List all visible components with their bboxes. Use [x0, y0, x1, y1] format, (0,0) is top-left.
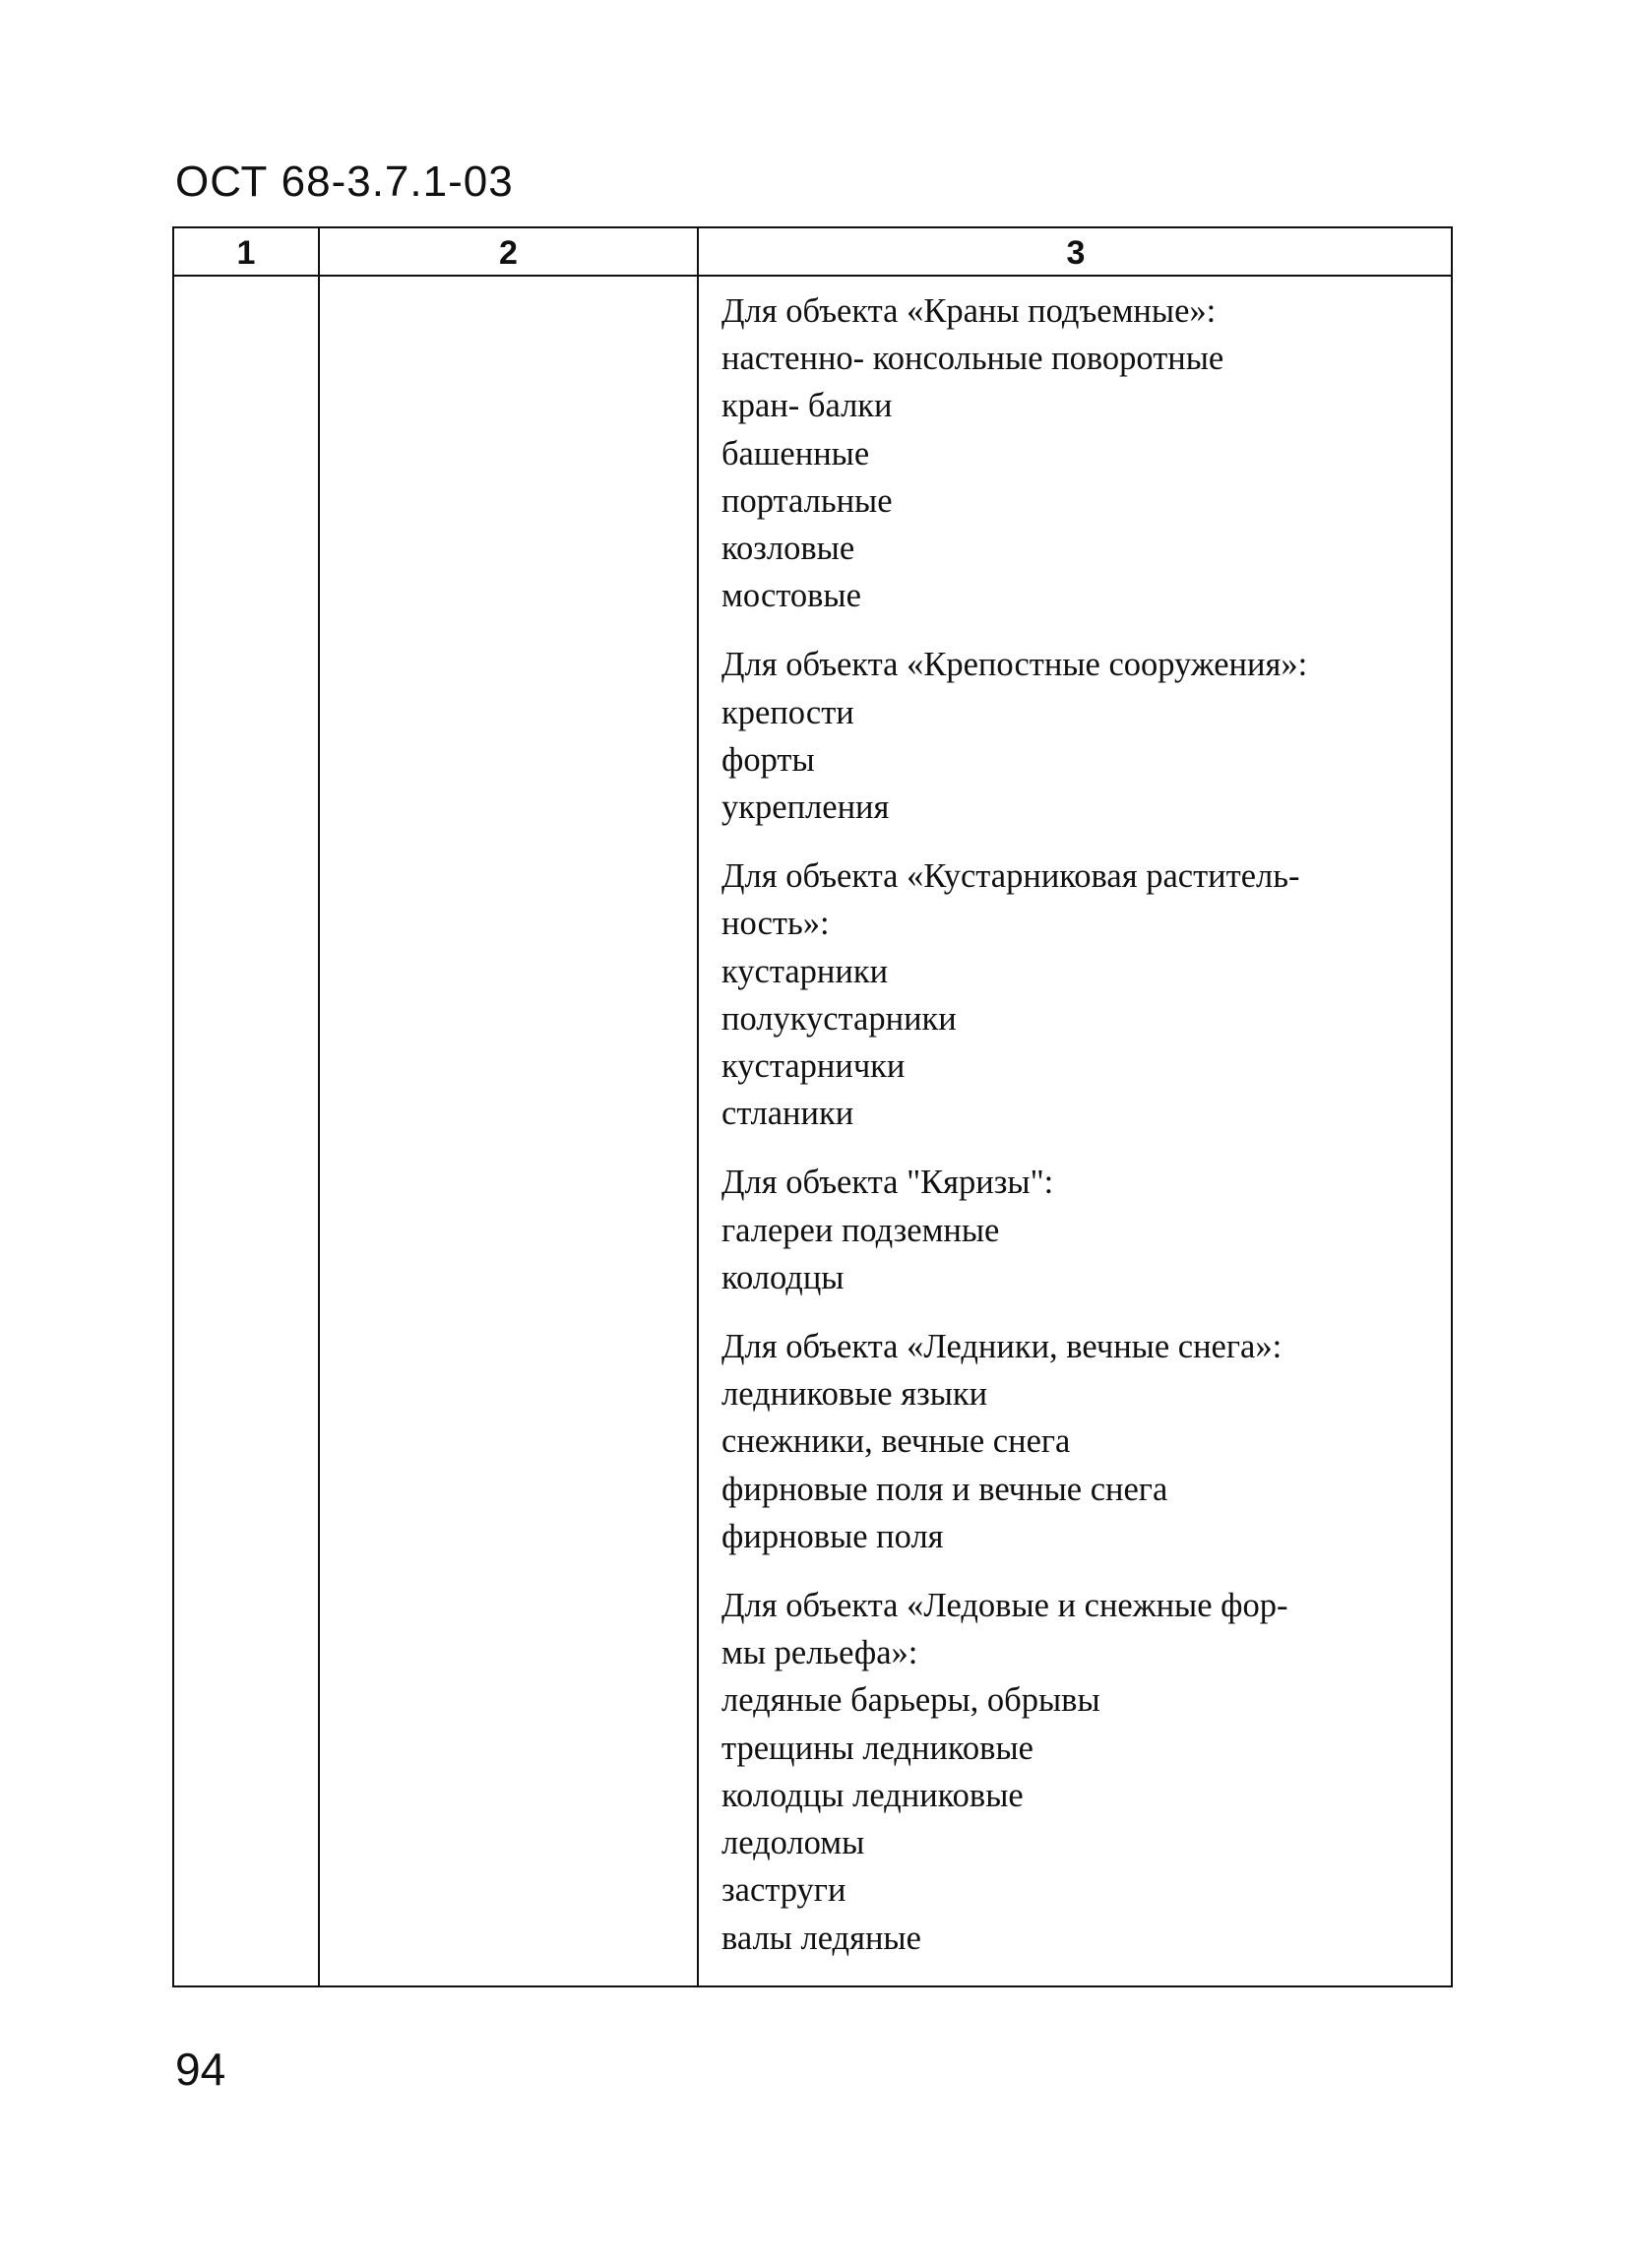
column-3-content	[721, 287, 1440, 1984]
list-item: галереи подземные	[721, 1211, 1000, 1249]
list-item: фирновые поля и вечные снега	[721, 1470, 1168, 1508]
document-code: ОСТ 68-3.7.1-03	[175, 158, 514, 206]
list-item: снежники, вечные снега	[721, 1422, 1071, 1461]
list-item: заструги	[721, 1871, 846, 1910]
classification-table	[172, 226, 1453, 1987]
list-item: полукустарники	[721, 999, 957, 1038]
column-divider-1	[318, 228, 320, 1985]
list-item: кустарнички	[721, 1047, 906, 1086]
list-item: трещины ледниковые	[721, 1729, 1033, 1767]
list-item: ледяные барьеры, обрывы	[721, 1681, 1100, 1720]
group-title: Для объекта «Кустарниковая раститель-	[721, 857, 1300, 896]
group-title: Для объекта «Ледники, вечные снега»:	[721, 1328, 1283, 1366]
list-item: кустарники	[721, 952, 889, 990]
group-title: Для объекта "Кяризы":	[721, 1164, 1054, 1202]
group-title: Для объекта «Ледовые и снежные фор-	[721, 1587, 1288, 1625]
list-item: настенно- консольные поворотные	[721, 340, 1224, 378]
column-header-3: 3	[1066, 234, 1086, 272]
list-item: кран- балки	[721, 387, 893, 425]
list-item: колодцы ледниковые	[721, 1776, 1024, 1814]
column-divider-2	[697, 228, 699, 1985]
list-item: колодцы	[721, 1258, 845, 1296]
column-header-1: 1	[236, 234, 256, 272]
object-group	[721, 1159, 1440, 1301]
list-item: ледниковые языки	[721, 1375, 988, 1414]
list-item: укрепления	[721, 788, 890, 827]
object-group	[721, 852, 1440, 1137]
group-title-continuation: мы рельефа»:	[721, 1634, 918, 1672]
group-title: Для объекта «Краны подъемные»:	[721, 292, 1217, 330]
object-group	[721, 641, 1440, 831]
list-item: ледоломы	[721, 1824, 865, 1862]
list-item: фирновые поля	[721, 1517, 944, 1555]
group-title-continuation: ность»:	[721, 905, 830, 943]
column-header-2: 2	[499, 234, 518, 272]
list-item: валы ледяные	[721, 1919, 921, 1957]
group-title: Для объекта «Крепостные сооружения»:	[721, 646, 1308, 684]
list-item: форты	[721, 740, 815, 779]
list-item: портальные	[721, 481, 893, 520]
list-item: козловые	[721, 530, 855, 568]
list-item: башенные	[721, 434, 870, 472]
list-item: крепости	[721, 693, 854, 731]
object-group	[721, 287, 1440, 619]
object-group	[721, 1323, 1440, 1560]
object-group	[721, 1582, 1440, 1962]
list-item: стланики	[721, 1095, 854, 1133]
page-number: 94	[175, 2044, 226, 2095]
list-item: мостовые	[721, 577, 861, 615]
table-header-row	[174, 228, 1451, 277]
